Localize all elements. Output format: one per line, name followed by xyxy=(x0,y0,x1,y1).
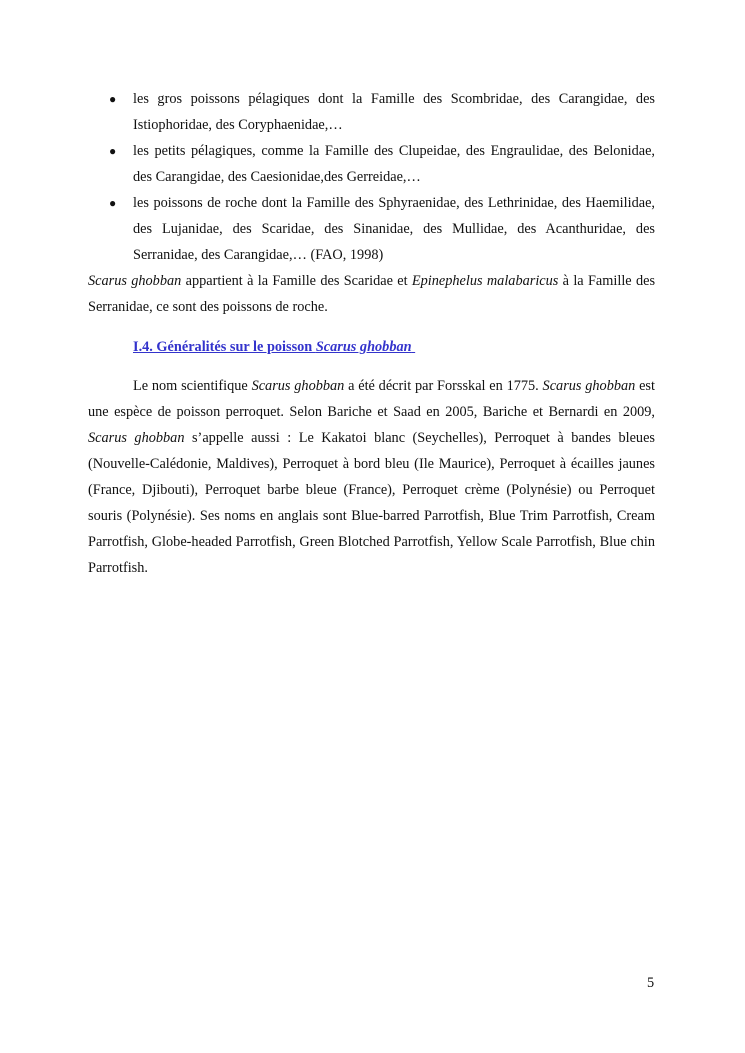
heading-prefix: I.4. Généralités sur le poisson xyxy=(133,339,316,355)
species-name: Scarus ghobban xyxy=(88,430,185,446)
list-item-text: les petits pélagiques, comme la Famille des Clupeidae, des Engraulidae, des Belonidae, des Carangidae, des Caesionidae,des Gerreidae,… xyxy=(133,143,655,185)
para-text: s’appelle aussi : Le Kakatoi blanc (Seychelles), Perroquet à bandes bleues (Nouvelle-Calédonie, Maldives), Perroquet à bord bleu (Ile Maurice), Perroquet à écailles jaunes (France, Djibouti), Perroquet barbe bleue (France), Perroquet crème (Polynésie) ou Perroquet souris (Polynésie). Ses noms en anglais sont Blue-barred Parrotfish, Blue Trim Parrotfish, Cream Parrotfish, Globe-headed Parrotfish, Green Blotched Parrotfish, Yellow Scale Parrotfish, Blue chin Parrotfish. xyxy=(88,430,655,576)
species-name: Scarus ghobban xyxy=(251,378,345,394)
body-paragraph xyxy=(88,373,655,581)
bullet-icon: ● xyxy=(109,92,117,106)
para-text: est une espèce de poisson perroquet. Selon Bariche et Saad en 2005, Bariche et Bernardi en 2009, xyxy=(88,378,655,420)
intro-text-part: à la Famille des Serranidae, ce sont des poissons de roche. xyxy=(88,273,656,315)
intro-text-part: appartient à la Famille des Scaridae et xyxy=(181,273,412,289)
page-number: 5 xyxy=(647,975,655,991)
list-item-text: les poissons de roche dont la Famille des Sphyraenidae, des Lethrinidae, des Haemilidae, des Lujanidae, des Scaridae, des Sinanidae, des Mullidae, des Acanthuridae, des Serranidae, des Carangidae,… (FAO, 1998) xyxy=(133,195,655,263)
species-name: Scarus ghobban xyxy=(88,273,182,289)
list-item xyxy=(88,190,655,268)
bullet-icon: ● xyxy=(109,196,117,210)
fish-family-list xyxy=(88,86,655,268)
list-item-text: les gros poissons pélagiques dont la Famille des Scombridae, des Carangidae, des Istiophoridae, des Coryphaenidae,… xyxy=(133,91,655,133)
intro-paragraph xyxy=(88,268,655,320)
list-item xyxy=(88,86,655,138)
list-item xyxy=(88,138,655,190)
species-name: Scarus ghobban xyxy=(542,378,636,394)
para-text: a été décrit par Forsskal en 1775. xyxy=(344,378,543,394)
heading-species: Scarus ghobban xyxy=(315,339,412,355)
section-heading xyxy=(133,334,415,360)
para-text: Le nom scientifique xyxy=(133,378,252,394)
bullet-icon: ● xyxy=(109,144,117,158)
species-name: Epinephelus malabaricus xyxy=(411,273,559,289)
